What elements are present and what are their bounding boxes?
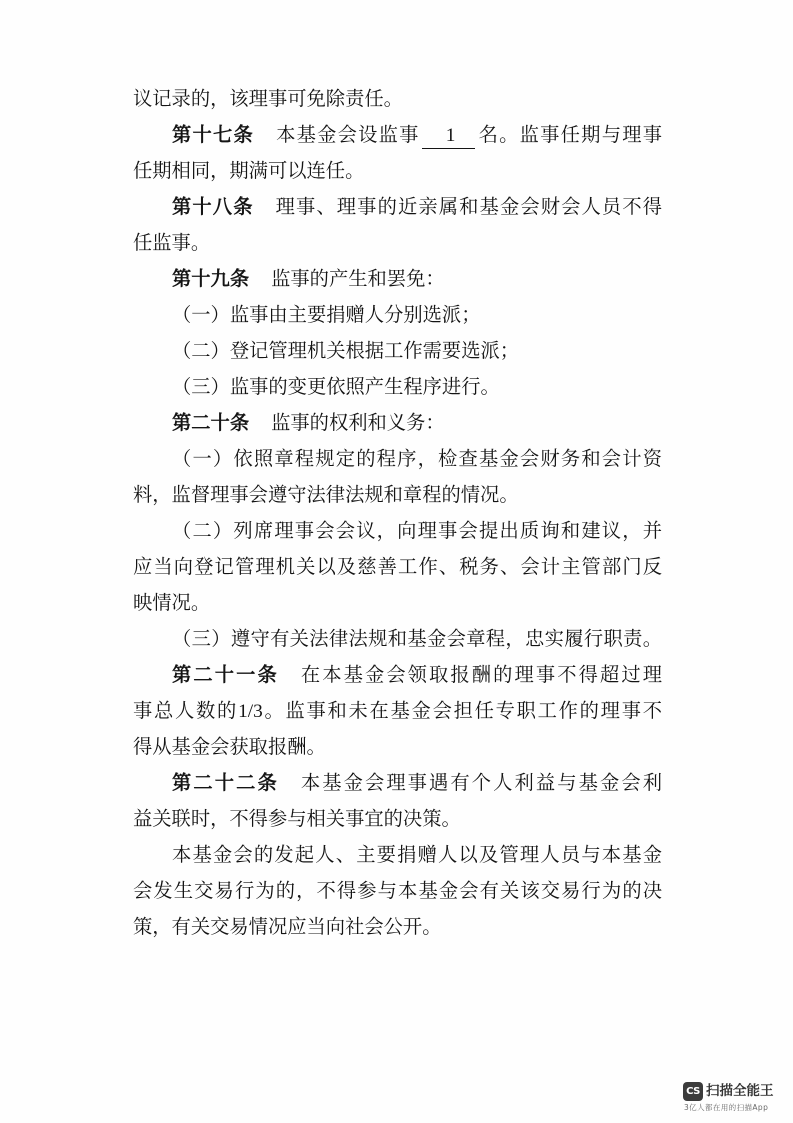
line-text: （一）监事由主要捐赠人分别选派； [172,305,481,326]
line-text: 策，有关交易情况应当向社会公开。 [133,917,442,938]
supervisor-count-blank: 1 [422,124,476,149]
line-text: 会发生交易行为的，不得参与本基金会有关该交易行为的决 [133,881,662,902]
text-line [133,82,662,118]
text-line [133,226,662,262]
line-text: 得从基金会获取报酬。 [133,737,326,758]
text-line [133,694,662,730]
article-21-line [133,658,662,694]
article-heading: 第十九条 [172,269,250,290]
document-body [133,82,662,946]
line-text: 映情况。 [133,593,211,614]
line-text: 本基金会的发起人、主要捐赠人以及管理人员与本基金 [172,845,662,866]
line-text: 理事、理事的近亲属和基金会财会人员不得 [275,197,663,218]
watermark-brand: 扫描全能王 [706,1083,774,1099]
article-17-line [133,118,662,154]
text-line [133,838,662,874]
list-item [133,442,662,478]
text-line [133,586,662,622]
line-text: 事总人数的1/3。监事和未在基金会担任专职工作的理事不 [133,701,662,722]
scanner-watermark [683,1081,779,1115]
list-item [133,334,662,370]
line-text: 料，监督理事会遵守法律法规和章程的情况。 [133,485,519,506]
watermark-tagline: 3亿人都在用的扫描App [684,1103,769,1112]
article-20-line [133,406,662,442]
line-text: 应当向登记管理机关以及慈善工作、税务、会计主管部门反 [133,557,662,578]
article-22-line [133,766,662,802]
list-item [133,622,662,658]
article-heading: 第二十一条 [172,665,279,686]
line-text: 本基金会设监事 [276,125,420,146]
text-line [133,478,662,514]
article-19-line [133,262,662,298]
list-item [133,298,662,334]
camscanner-logo-icon: CS [683,1082,703,1101]
line-text: 在本基金会领取报酬的理事不得超过理 [300,665,663,686]
text-line [133,910,662,946]
line-text: （二）登记管理机关根据工作需要选派； [172,341,520,362]
line-text: （一）依照章程规定的程序，检查基金会财务和会计资 [172,449,662,470]
line-text: （三）遵守有关法律法规和基金会章程，忠实履行职责。 [172,629,662,650]
article-heading: 第十八条 [172,197,254,218]
line-text: 监事的权利和义务： [271,413,445,434]
line-text: 益关联时，不得参与相关事宜的决策。 [133,809,461,830]
line-text: 名。监事任期与理事 [477,125,663,146]
list-item [133,370,662,406]
article-heading: 第十七条 [172,125,255,146]
text-line [133,874,662,910]
line-text: 任监事。 [133,233,211,254]
line-text: 议记录的，该理事可免除责任。 [133,89,403,110]
line-text: （二）列席理事会会议，向理事会提出质询和建议，并 [172,521,662,542]
text-line [133,154,662,190]
text-line [133,730,662,766]
line-text: 任期相同，期满可以连任。 [133,161,365,182]
article-heading: 第二十二条 [172,773,279,794]
line-text: 本基金会理事遇有个人利益与基金会利 [300,773,663,794]
article-18-line [133,190,662,226]
text-line [133,550,662,586]
line-text: （三）监事的变更依照产生程序进行。 [172,377,500,398]
list-item [133,514,662,550]
text-line [133,802,662,838]
article-heading: 第二十条 [172,413,250,434]
line-text: 监事的产生和罢免： [271,269,445,290]
